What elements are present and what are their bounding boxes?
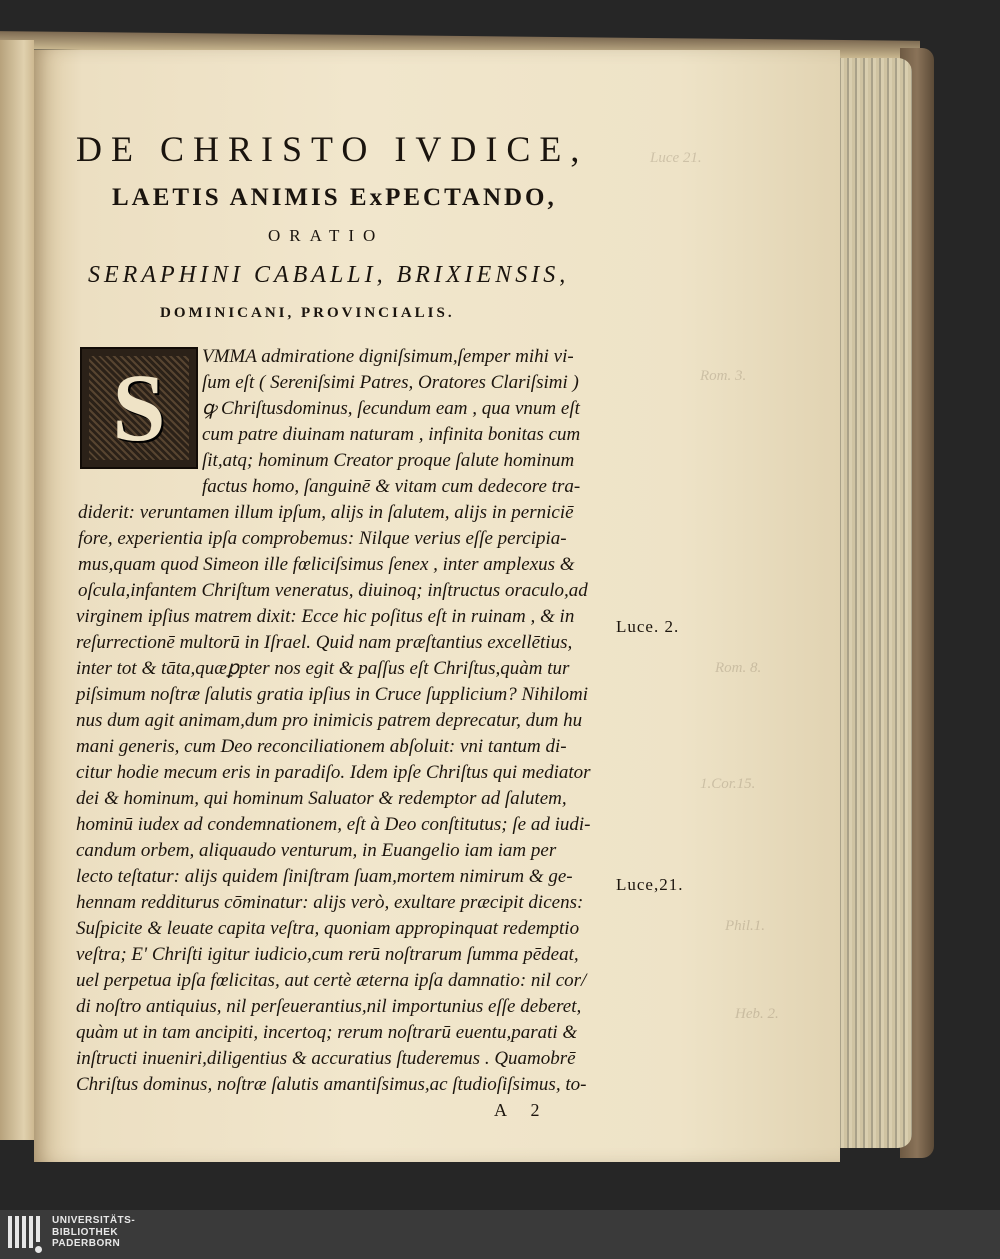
text-line: dei & hominum, qui hominum Saluator & redemptor ad ſalutem, xyxy=(76,788,567,809)
text-line: candum orbem, aliquaudo venturum, in Euangelio iam iam per xyxy=(76,840,557,861)
text-line: nus dum agit animam,dum pro inimicis patrem deprecatur, dum hu xyxy=(76,710,583,731)
text-line: virginem ipſius matrem dixit: Ecce hic poſitus eſt in ruinam , & in xyxy=(76,606,575,627)
text-line: fore, experientia ipſa comprobemus: Nilque verius eſſe percipia- xyxy=(78,528,567,549)
library-name-line-3: PADERBORN xyxy=(52,1238,121,1249)
text-line: quàm ut in tam ancipiti, incertoq; rerum noſtrarū euentu,parati & xyxy=(76,1022,578,1043)
library-name-line-2: BIBLIOTHEK xyxy=(52,1226,119,1238)
text-line: citur hodie mecum eris in paradiſo. Idem ipſe Chriſtus qui mediator xyxy=(76,762,591,783)
initial-ornament xyxy=(89,356,189,460)
text-line: mus,quam quod Simeon ille fœliciſsimus ſenex , inter amplexus & xyxy=(78,554,575,575)
bleed-through-text: Rom. 8. xyxy=(715,660,762,676)
text-line: Suſpicite & leuate capita veſtra, quoniam appropinquat redemptio xyxy=(76,918,580,939)
bleed-through-text: Rom. 3. xyxy=(700,368,747,384)
text-line: ꝙ Chriſtusdominus, ſecundum eam , qua vnum eſt xyxy=(202,398,580,419)
title-line-3: ORATIO xyxy=(268,226,385,245)
text-line: diderit: veruntamen illum ipſum, alijs in ſalutem, alijs in perniciē xyxy=(78,502,574,523)
library-footer xyxy=(0,1210,1000,1259)
bleed-through-text: Phil.1. xyxy=(725,918,765,934)
text-line: uel perpetua ipſa fœlicitas, aut certè æterna ipſa damnatio: nil cor/ xyxy=(76,970,587,991)
text-line: inſtructi inueniri,diligentius & accuratius ſtuderemus . Quamobrē xyxy=(76,1048,576,1069)
text-line: Chriſtus dominus, noſtræ ſalutis amantiſsimus,ac ſtudioſiſsimus, to- xyxy=(76,1074,587,1095)
left-page-edge xyxy=(0,40,34,1140)
text-line: mani generis, cum Deo reconciliationem abſoluit: vni tantum di- xyxy=(76,736,567,757)
text-line: di noſtro antiquius, nil perſeuerantius,nil importunius eſſe deberet, xyxy=(76,996,582,1017)
text-line: oſcula,infantem Chriſtum veneratus, diuinoq; inſtructus oraculo,ad xyxy=(78,580,588,601)
title-line-4: SERAPHINI CABALLI, BRIXIENSIS, xyxy=(88,262,570,288)
library-name-line-1: UNIVERSITÄTS- xyxy=(52,1215,136,1226)
signature-mark: A 2 xyxy=(494,1100,550,1120)
bleed-through-text: 1.Cor.15. xyxy=(700,776,756,792)
text-line: ſum eſt ( Sereniſsimi Patres, Oratores Clariſsimi ) xyxy=(202,372,579,393)
text-line: hominū iudex ad condemnationem, eſt à Deo conſtitutus; ſe ad iudi- xyxy=(76,814,591,835)
text-line: VMMA admiratione digniſsimum,ſemper mihi vi- xyxy=(202,346,574,367)
library-name xyxy=(52,1215,135,1250)
title-line-5: DOMINICANI, PROVINCIALIS. xyxy=(160,305,455,321)
text-line: veſtra; E' Chriſti igitur iudicio,cum rerū noſtrarum ſumma pēdeat, xyxy=(76,944,579,965)
text-line: piſsimum noſtræ ſalutis gratia ipſius in Cruce ſupplicium? Nihilomi xyxy=(76,684,588,705)
text-line: lecto teſtatur: alijs quidem ſiniſtram ſuam,mortem nimirum & ge- xyxy=(76,866,573,887)
initial-letter: S xyxy=(112,354,166,461)
text-line: hennam redditurus cōminatur: alijs verò, exultare præcipit dicens: xyxy=(76,892,584,913)
bleed-through-text: Luce 21. xyxy=(650,150,702,166)
margin-note-luce-2: Luce. 2. xyxy=(616,617,680,636)
title-line-2: LAETIS ANIMIS ExPECTANDO, xyxy=(112,184,557,211)
title-line-1: DE CHRISTO IVDICE, xyxy=(76,129,589,169)
margin-note-luce-21: Luce,21. xyxy=(616,875,684,894)
text-line: reſurrectionē multorū in Iſrael. Quid nam præſtantius excellētius, xyxy=(76,632,573,653)
decorated-initial xyxy=(80,347,198,469)
text-line: inter tot & tāta,quæꝑpter nos egit & paſſus eſt Chriſtus,quàm tur xyxy=(76,658,570,679)
text-line: ſit,atq; hominum Creator proque ſalute hominum xyxy=(202,450,575,471)
text-line: factus homo, ſanguinē & vitam cum dedecore tra- xyxy=(202,476,581,497)
bleed-through-text: Heb. 2. xyxy=(735,1006,779,1022)
text-line: cum patre diuinam naturam , infinita bonitas cum xyxy=(202,424,581,445)
library-logo-icon xyxy=(6,1214,46,1254)
